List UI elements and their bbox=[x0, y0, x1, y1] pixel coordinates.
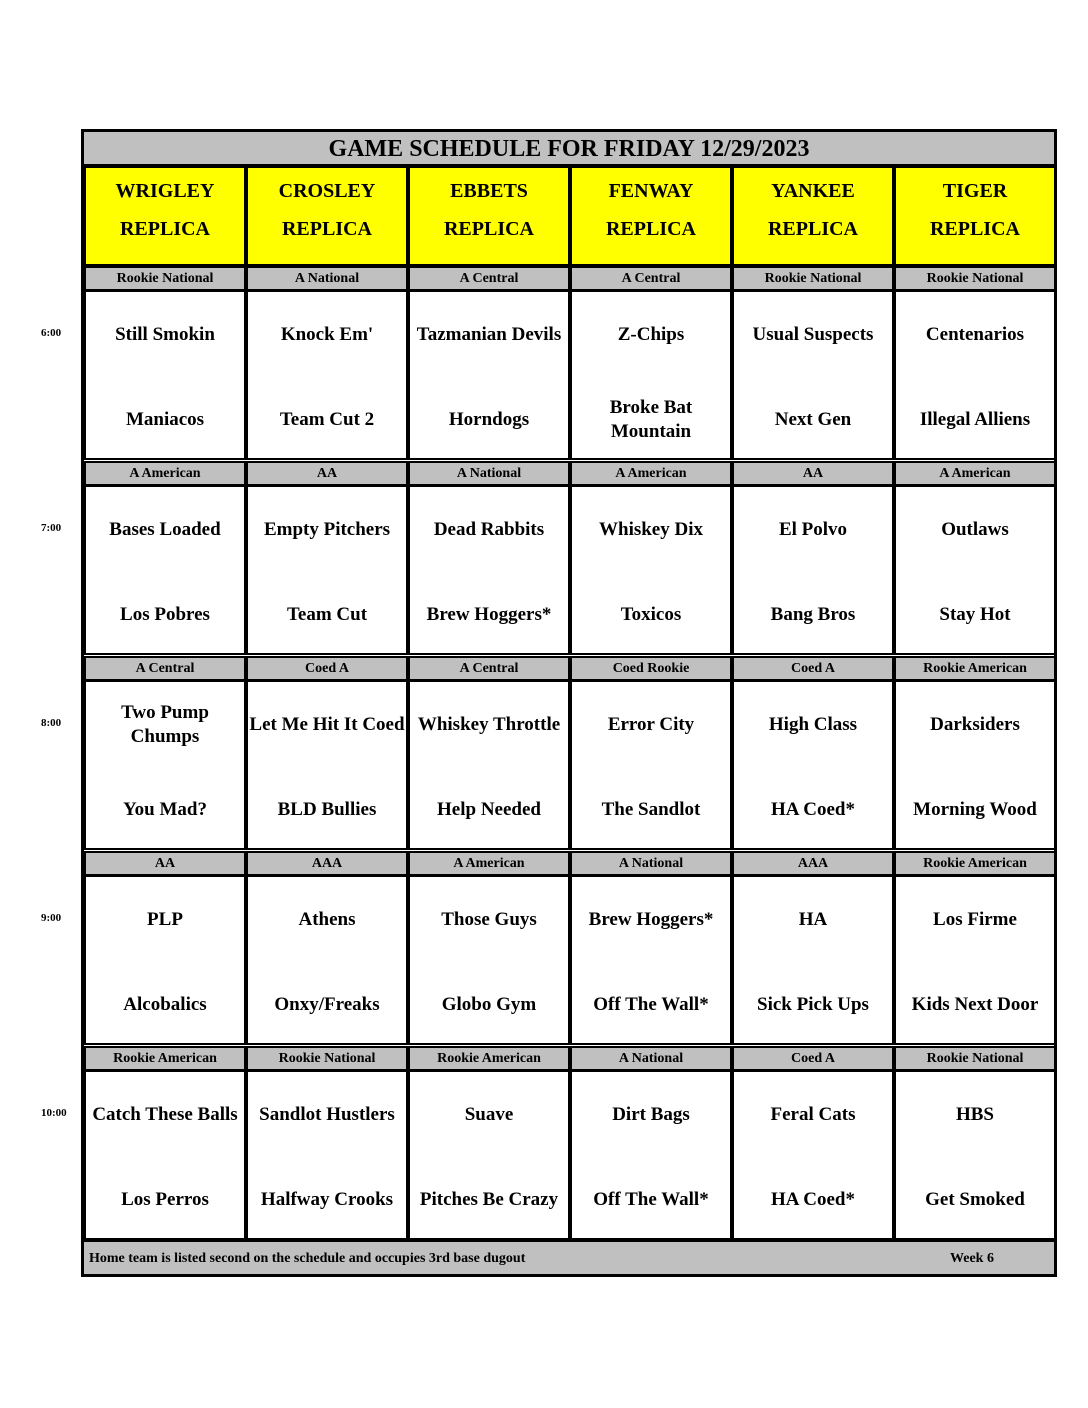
away-team: Athens bbox=[298, 909, 356, 930]
away-team: Knock Em' bbox=[280, 324, 374, 345]
home-team: Brew Hoggers* bbox=[426, 604, 552, 625]
away-team: Still Smokin bbox=[115, 324, 215, 345]
home-team: Horndogs bbox=[448, 409, 530, 430]
division-label: Coed Rookie bbox=[570, 656, 732, 681]
time-label: 9:00 bbox=[41, 912, 62, 924]
division-label: AAA bbox=[246, 851, 408, 876]
week-label: Week 6 bbox=[950, 1251, 994, 1266]
division-label: Rookie American bbox=[84, 1046, 246, 1071]
division-label: A National bbox=[570, 851, 732, 876]
field-subtitle: REPLICA bbox=[605, 218, 696, 240]
home-team: Los Pobres bbox=[120, 604, 210, 625]
home-team: Onxy/Freaks bbox=[274, 994, 380, 1015]
division-label: A National bbox=[246, 266, 408, 291]
away-team: Dead Rabbits bbox=[433, 519, 545, 540]
footer-note: Home team is listed second on the schedule and occupies 3rd base dugout bbox=[89, 1251, 526, 1266]
division-label: Rookie National bbox=[894, 1046, 1056, 1071]
away-team: Whiskey Throttle bbox=[417, 714, 561, 735]
away-team: Empty Pitchers bbox=[263, 519, 391, 540]
home-team: HA Coed* bbox=[771, 799, 855, 820]
division-label: A Central bbox=[408, 266, 570, 291]
time-label: 8:00 bbox=[41, 717, 62, 729]
home-team: Team Cut bbox=[286, 604, 368, 625]
division-label: Rookie National bbox=[246, 1046, 408, 1071]
field-name: TIGER bbox=[942, 180, 1008, 202]
division-label: A American bbox=[570, 461, 732, 486]
schedule-title: GAME SCHEDULE FOR FRIDAY 12/29/2023 bbox=[81, 129, 1057, 166]
field-name: WRIGLEY bbox=[115, 180, 215, 202]
home-team: Morning Wood bbox=[913, 799, 1037, 820]
division-label: Rookie American bbox=[408, 1046, 570, 1071]
home-team: Help Needed bbox=[437, 799, 541, 820]
home-team: Get Smoked bbox=[925, 1189, 1025, 1210]
away-team: Error City bbox=[607, 714, 695, 735]
away-team: HBS bbox=[955, 1104, 995, 1125]
field-name: CROSLEY bbox=[278, 180, 376, 202]
division-label: Rookie National bbox=[732, 266, 894, 291]
away-team: Dirt Bags bbox=[612, 1104, 690, 1125]
away-team: Feral Cats bbox=[770, 1104, 856, 1125]
field-subtitle: REPLICA bbox=[281, 218, 372, 240]
division-label: A Central bbox=[84, 656, 246, 681]
field-subtitle: REPLICA bbox=[767, 218, 858, 240]
time-label: 7:00 bbox=[41, 522, 62, 534]
away-team: Usual Suspects bbox=[752, 324, 874, 345]
home-team: Next Gen bbox=[774, 409, 852, 430]
home-team: Broke Bat Mountain bbox=[609, 397, 693, 442]
away-team: El Polvo bbox=[778, 519, 848, 540]
away-team: Suave bbox=[464, 1104, 514, 1125]
away-team: Brew Hoggers* bbox=[588, 909, 714, 930]
home-team: Bang Bros bbox=[770, 604, 856, 625]
division-label: Coed A bbox=[732, 656, 894, 681]
home-team: Illegal Alliens bbox=[919, 409, 1031, 430]
division-label: A American bbox=[408, 851, 570, 876]
division-label: Rookie American bbox=[894, 851, 1056, 876]
away-team: Outlaws bbox=[941, 519, 1009, 540]
home-team: Toxicos bbox=[620, 604, 682, 625]
field-subtitle: REPLICA bbox=[119, 218, 210, 240]
home-team: Alcobalics bbox=[123, 994, 207, 1015]
home-team: You Mad? bbox=[123, 799, 207, 820]
home-team: Off The Wall* bbox=[593, 994, 709, 1015]
home-team: Team Cut 2 bbox=[279, 409, 375, 430]
home-team: Pitches Be Crazy bbox=[419, 1189, 559, 1210]
away-team: HA bbox=[798, 909, 828, 930]
division-label: Coed A bbox=[732, 1046, 894, 1071]
away-team: Catch These Balls bbox=[92, 1104, 238, 1125]
field-subtitle: REPLICA bbox=[929, 218, 1020, 240]
division-label: AAA bbox=[732, 851, 894, 876]
division-label: A American bbox=[84, 461, 246, 486]
home-team: The Sandlot bbox=[601, 799, 701, 820]
away-team: Darksiders bbox=[930, 714, 1020, 735]
home-team: Kids Next Door bbox=[911, 994, 1039, 1015]
division-label: A National bbox=[570, 1046, 732, 1071]
schedule-border bbox=[81, 129, 1057, 1277]
away-team: Los Firme bbox=[933, 909, 1017, 930]
home-team: Halfway Crooks bbox=[260, 1189, 394, 1210]
division-label: A Central bbox=[570, 266, 732, 291]
home-team: Sick Pick Ups bbox=[757, 994, 869, 1015]
away-team: Those Guys bbox=[441, 909, 537, 930]
home-team: Los Perros bbox=[121, 1189, 209, 1210]
away-team: Two Pump Chumps bbox=[121, 702, 209, 747]
away-team: Tazmanian Devils bbox=[416, 324, 562, 345]
division-label: A National bbox=[408, 461, 570, 486]
division-label: AA bbox=[84, 851, 246, 876]
away-team: Sandlot Hustlers bbox=[259, 1104, 395, 1125]
time-label: 6:00 bbox=[41, 327, 62, 339]
home-team: BLD Bullies bbox=[277, 799, 377, 820]
away-team: PLP bbox=[147, 909, 183, 930]
field-subtitle: REPLICA bbox=[443, 218, 534, 240]
away-team: Z-Chips bbox=[617, 324, 685, 345]
home-team: HA Coed* bbox=[771, 1189, 855, 1210]
field-name: FENWAY bbox=[608, 180, 694, 202]
division-label: Rookie National bbox=[894, 266, 1056, 291]
field-name: YANKEE bbox=[771, 180, 855, 202]
home-team: Off The Wall* bbox=[593, 1189, 709, 1210]
away-team: Whiskey Dix bbox=[599, 519, 703, 540]
away-team: High Class bbox=[768, 714, 858, 735]
division-label: A Central bbox=[408, 656, 570, 681]
away-team: Centenarios bbox=[925, 324, 1025, 345]
home-team: Globo Gym bbox=[441, 994, 537, 1015]
field-name: EBBETS bbox=[450, 180, 528, 202]
away-team: Let Me Hit It Coed bbox=[249, 714, 405, 735]
division-label: AA bbox=[732, 461, 894, 486]
division-label: AA bbox=[246, 461, 408, 486]
home-team: Stay Hot bbox=[939, 604, 1011, 625]
division-label: Coed A bbox=[246, 656, 408, 681]
division-label: Rookie National bbox=[84, 266, 246, 291]
time-label: 10:00 bbox=[41, 1107, 67, 1119]
home-team: Maniacos bbox=[125, 409, 205, 430]
division-label: A American bbox=[894, 461, 1056, 486]
division-label: Rookie American bbox=[894, 656, 1056, 681]
away-team: Bases Loaded bbox=[109, 519, 221, 540]
